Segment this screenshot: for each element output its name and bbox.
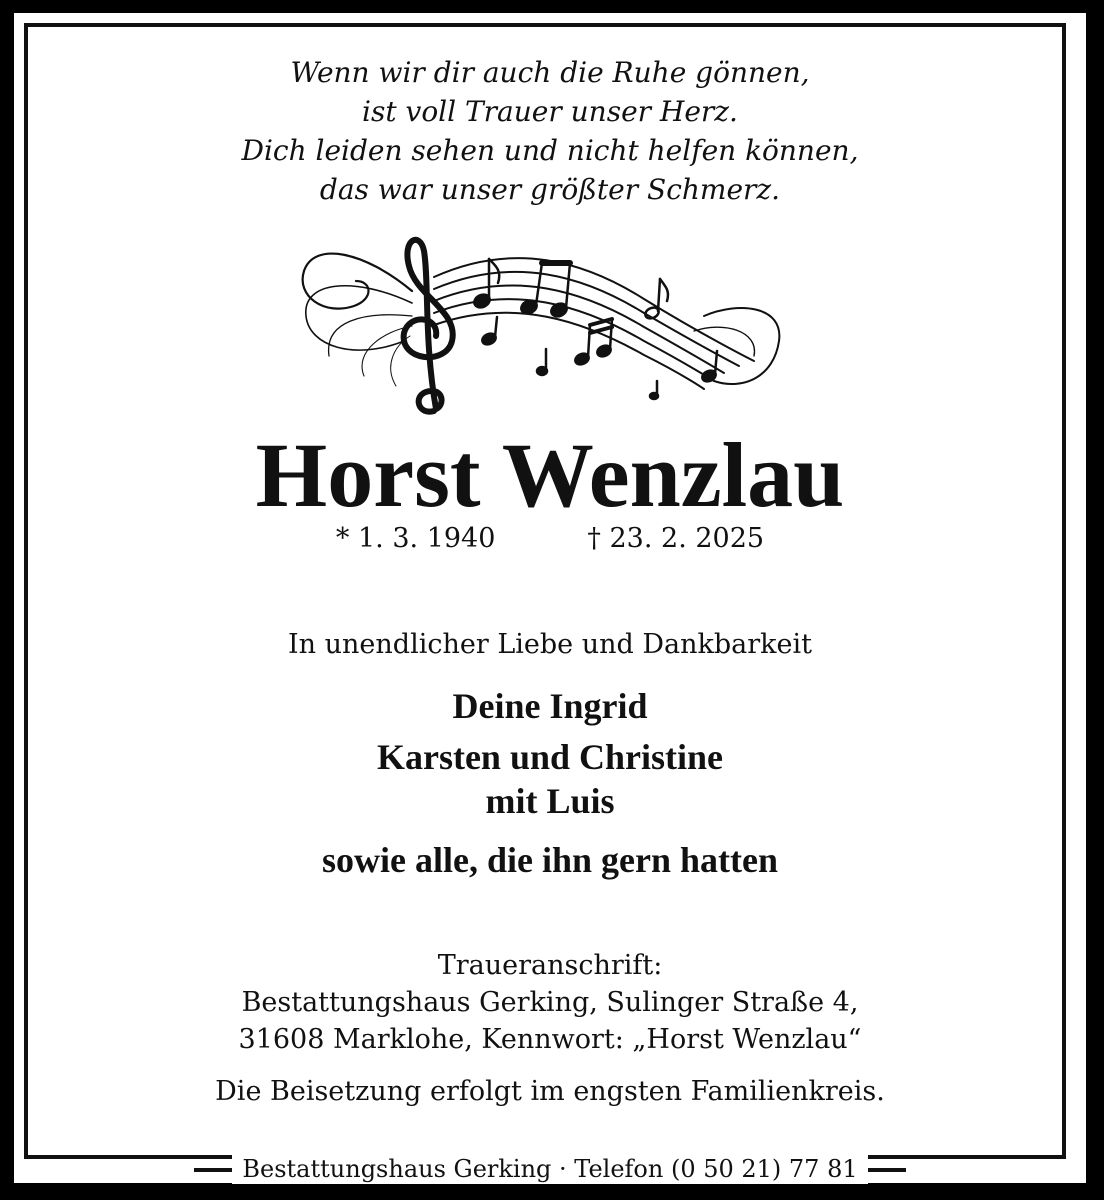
mourning-address	[14, 947, 1086, 1058]
family-member: Karsten und Christine	[376, 737, 724, 777]
burial-note: Die Beisetzung erfolgt im engsten Familienkreis.	[215, 1076, 885, 1107]
address-line: 31608 Marklohe, Kennwort: „Horst Wenzlau“	[238, 1024, 862, 1055]
poem-line: ist voll Trauer unser Herz.	[362, 95, 738, 128]
poem	[14, 53, 1086, 209]
life-dates	[14, 521, 1086, 557]
family-signatures	[14, 681, 1086, 882]
address-line: Traueranschrift:	[437, 950, 663, 981]
footer-text: Bestattungshaus Gerking · Telefon (0 50 21) 77 81	[232, 1154, 867, 1184]
obituary-notice	[14, 13, 1086, 1183]
poem-line: Wenn wir dir auch die Ruhe gönnen,	[290, 56, 810, 89]
poem-line: das war unser größter Schmerz.	[319, 173, 781, 206]
deceased-name: Horst Wenzlau	[255, 424, 845, 526]
address-line: Bestattungshaus Gerking, Sulinger Straße 4,	[241, 987, 859, 1018]
family-member: Deine Ingrid	[452, 686, 648, 726]
family-member: mit Luis	[485, 781, 615, 821]
dedication: In unendlicher Liebe und Dankbarkeit	[288, 629, 812, 660]
poem-line: Dich leiden sehen und nicht helfen können,	[241, 134, 859, 167]
death-date: † 23. 2. 2025	[587, 523, 765, 554]
music-staff-treble-clef-icon	[284, 221, 784, 421]
family-member: sowie alle, die ihn gern hatten	[322, 840, 778, 880]
footer	[14, 1154, 1086, 1184]
notice-content	[14, 13, 1086, 1183]
birth-date: * 1. 3. 1940	[335, 523, 496, 554]
